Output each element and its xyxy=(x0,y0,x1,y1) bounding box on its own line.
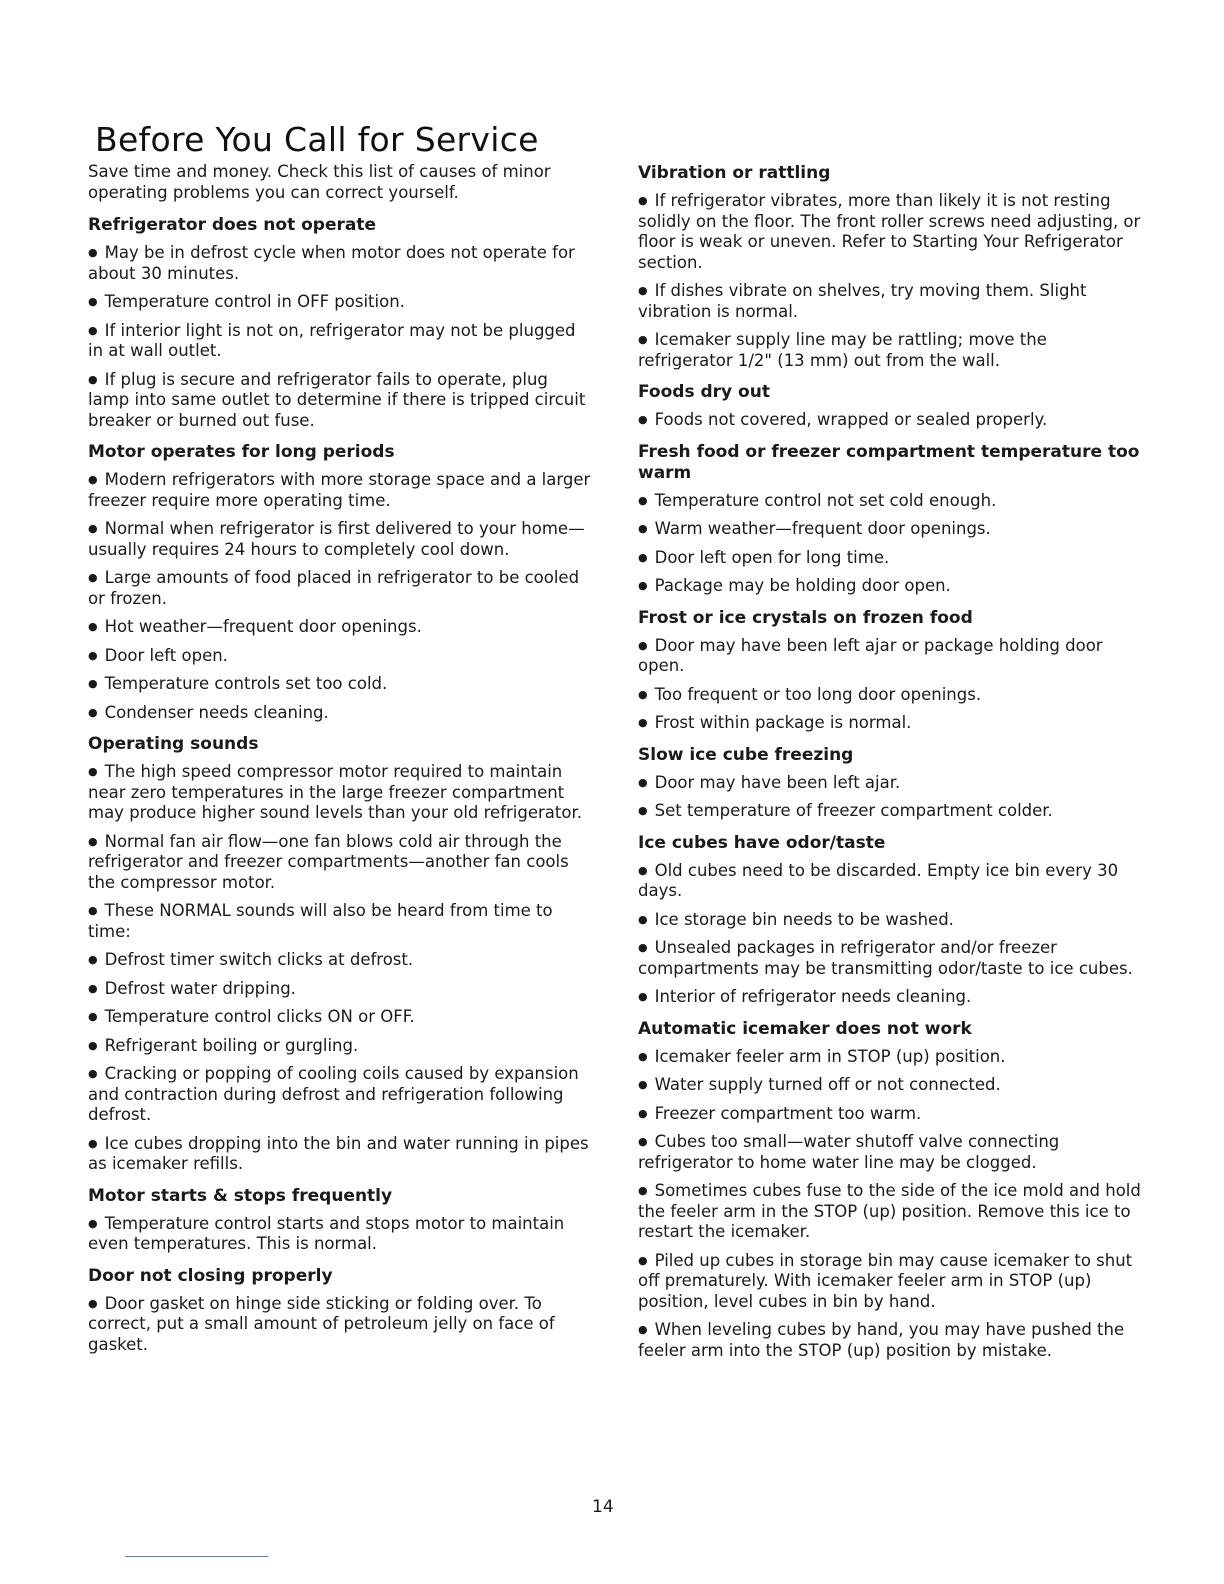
bullet-text: Door may have been left ajar or package holding door open. xyxy=(638,635,1103,675)
bullet-item xyxy=(638,636,1143,677)
bullet-text: Temperature control in OFF position. xyxy=(104,292,405,311)
bullet-text: Door left open for long time. xyxy=(654,547,890,567)
bullet-item xyxy=(88,674,593,695)
troubleshooting-section xyxy=(638,745,1143,822)
bullet-icon: ● xyxy=(638,522,648,535)
bullet-text: Interior of refrigerator needs cleaning. xyxy=(654,987,972,1006)
left-sections xyxy=(88,215,593,1355)
bullet-item xyxy=(638,987,1143,1008)
bullet-text: Door may have been left ajar. xyxy=(654,772,901,792)
bullet-text: Temperature control clicks ON or OFF. xyxy=(104,1007,415,1026)
bullet-item xyxy=(638,1181,1143,1243)
bullet-item xyxy=(88,1294,593,1356)
section-heading: Slow ice cube freezing xyxy=(638,744,854,765)
bullet-icon: ● xyxy=(638,1049,648,1063)
section-heading: Refrigerator does not operate xyxy=(88,215,377,235)
bullet-item xyxy=(638,1047,1143,1068)
bullet-item xyxy=(88,292,593,313)
bullet-text: These NORMAL sounds will also be heard from time to time: xyxy=(88,901,553,941)
bullet-item xyxy=(88,519,593,560)
bullet-icon: ● xyxy=(88,522,98,535)
bullet-item xyxy=(638,773,1143,794)
bullet-text: If interior light is not on, refrigerator may not be plugged in at wall outlet. xyxy=(88,320,576,360)
bullet-icon: ● xyxy=(638,863,648,877)
bullet-text: Condenser needs cleaning. xyxy=(104,702,329,722)
bullet-item xyxy=(88,950,593,971)
bullet-item xyxy=(638,330,1143,371)
bullet-icon: ● xyxy=(88,323,98,337)
troubleshooting-section xyxy=(88,1186,593,1255)
left-column xyxy=(88,162,593,1366)
bullet-item xyxy=(638,1251,1143,1313)
bullet-text: Ice storage bin needs to be washed. xyxy=(654,909,954,929)
bullet-text: The high speed compressor motor required to maintain near zero temperatures in the large freezer compartment may produce higher sound levels than your old refrigerator. xyxy=(88,762,582,822)
bullet-icon: ● xyxy=(638,1323,648,1336)
bullet-icon: ● xyxy=(88,648,98,662)
bullet-item xyxy=(638,861,1143,902)
section-heading: Foods dry out xyxy=(638,382,770,402)
bullet-text: When leveling cubes by hand, you may have pushed the feeler arm into the STOP (up) position by mistake. xyxy=(638,1320,1125,1360)
bullet-item xyxy=(638,519,1143,540)
bullet-icon: ● xyxy=(638,638,648,652)
bullet-item xyxy=(88,243,593,284)
bullet-item xyxy=(638,1320,1143,1361)
bullet-text: Icemaker feeler arm in STOP (up) position. xyxy=(654,1046,1006,1066)
right-column xyxy=(638,163,1143,1372)
bullet-text: Icemaker supply line may be rattling; move the refrigerator 1/2" (13 mm) out from the wall. xyxy=(638,330,1047,370)
bullet-icon: ● xyxy=(88,953,98,966)
troubleshooting-section xyxy=(638,1019,1143,1362)
bullet-item xyxy=(638,281,1143,322)
section-heading: Fresh food or freezer compartment temperature too warm xyxy=(638,441,1140,483)
section-heading: Ice cubes have odor/taste xyxy=(638,832,886,853)
bullet-text: Sometimes cubes fuse to the side of the ice mold and hold the feeler arm in the STOP (up) position. Remove this ice to restart the icemaker. xyxy=(638,1181,1141,1241)
bullet-text: Refrigerant boiling or gurgling. xyxy=(104,1035,359,1055)
section-heading: Door not closing properly xyxy=(88,1265,333,1286)
bullet-item xyxy=(638,576,1143,597)
bullet-icon: ● xyxy=(88,473,98,486)
bullet-item xyxy=(88,1036,593,1057)
bullet-icon: ● xyxy=(88,571,98,584)
troubleshooting-section xyxy=(88,734,593,1175)
bullet-icon: ● xyxy=(88,620,98,633)
right-sections xyxy=(638,163,1143,1361)
bullet-icon: ● xyxy=(88,705,98,719)
bullet-icon: ● xyxy=(638,1106,648,1120)
bullet-item xyxy=(88,321,593,362)
bullet-icon: ● xyxy=(638,1078,648,1091)
bullet-text: Defrost water dripping. xyxy=(104,978,296,998)
bullet-text: Temperature control not set cold enough. xyxy=(654,490,997,510)
troubleshooting-section xyxy=(638,163,1143,371)
bullet-icon: ● xyxy=(638,413,648,426)
bullet-item xyxy=(638,685,1143,706)
bullet-icon: ● xyxy=(88,904,98,917)
bullet-item xyxy=(88,470,593,511)
bullet-text: Frost within package is normal. xyxy=(654,713,912,732)
bullet-text: Temperature controls set too cold. xyxy=(104,674,388,693)
section-heading: Motor starts & stops frequently xyxy=(88,1185,393,1206)
bullet-item xyxy=(638,491,1143,512)
bullet-icon: ● xyxy=(88,295,98,308)
bullet-text: Door gasket on hinge side sticking or folding over. To correct, put a small amount of petroleum jelly on face of gasket. xyxy=(88,1293,555,1354)
bullet-item xyxy=(88,370,593,432)
bullet-icon: ● xyxy=(638,941,648,954)
troubleshooting-section xyxy=(638,382,1143,431)
bullet-text: Large amounts of food placed in refrigerator to be cooled or frozen. xyxy=(88,568,580,608)
footer-rule xyxy=(125,1556,268,1557)
bullet-text: Freezer compartment too warm. xyxy=(654,1103,922,1123)
bullet-text: Cubes too small—water shutoff valve connecting refrigerator to home water line may be clogged. xyxy=(638,1132,1060,1172)
bullet-item xyxy=(638,1104,1143,1125)
bullet-item xyxy=(638,1075,1143,1096)
bullet-text: Set temperature of freezer compartment colder. xyxy=(654,801,1053,820)
bullet-item xyxy=(638,713,1143,734)
bullet-text: Normal fan air flow—one fan blows cold air through the refrigerator and freezer compartments—another fan cools the compressor motor. xyxy=(88,831,569,892)
troubleshooting-section xyxy=(88,442,593,723)
bullet-icon: ● xyxy=(88,246,98,259)
bullet-text: Ice cubes dropping into the bin and water running in pipes as icemaker refills. xyxy=(88,1133,589,1173)
bullet-item xyxy=(88,1064,593,1126)
bullet-icon: ● xyxy=(638,1253,648,1267)
section-heading: Motor operates for long periods xyxy=(88,442,395,462)
page-title: Before You Call for Service xyxy=(95,120,539,160)
bullet-text: If refrigerator vibrates, more than likely it is not resting solidly on the floor. The front roller screws need adjusting, or floor is weak or uneven. Refer to Starting Your Refrigerator section. xyxy=(638,191,1141,272)
bullet-item xyxy=(638,410,1143,431)
bullet-icon: ● xyxy=(638,775,648,789)
bullet-item xyxy=(638,938,1143,979)
page-number: 14 xyxy=(592,1497,614,1517)
bullet-icon: ● xyxy=(638,912,648,926)
bullet-icon: ● xyxy=(638,493,648,507)
bullet-icon: ● xyxy=(88,1010,98,1023)
troubleshooting-section xyxy=(638,442,1143,597)
troubleshooting-section xyxy=(638,833,1143,1008)
bullet-icon: ● xyxy=(638,990,648,1003)
bullet-text: Door left open. xyxy=(104,645,228,665)
bullet-text: Unsealed packages in refrigerator and/or freezer compartments may be transmitting odor/taste to ice cubes. xyxy=(638,938,1133,978)
section-heading: Frost or ice crystals on frozen food xyxy=(638,607,973,628)
bullet-item xyxy=(88,646,593,667)
bullet-text: Piled up cubes in storage bin may cause icemaker to shut off prematurely. With icemaker feeler arm in STOP (up) position, level cubes in bin by hand. xyxy=(638,1250,1133,1311)
bullet-icon: ● xyxy=(88,981,98,995)
bullet-item xyxy=(88,1214,593,1255)
bullet-icon: ● xyxy=(88,1067,98,1080)
bullet-item xyxy=(88,703,593,724)
bullet-icon: ● xyxy=(638,1135,648,1148)
intro-text: Save time and money. Check this list of causes of minor operating problems you can correct yourself. xyxy=(88,162,551,202)
bullet-text: May be in defrost cycle when motor does not operate for about 30 minutes. xyxy=(88,243,575,283)
bullet-icon: ● xyxy=(88,372,98,386)
bullet-icon: ● xyxy=(88,834,98,848)
bullet-item xyxy=(638,910,1143,931)
bullet-text: Water supply turned off or not connected. xyxy=(654,1075,1001,1094)
troubleshooting-section xyxy=(88,1266,593,1356)
bullet-text: Defrost timer switch clicks at defrost. xyxy=(104,950,414,969)
section-heading: Vibration or rattling xyxy=(638,163,831,183)
bullet-icon: ● xyxy=(88,1038,98,1052)
bullet-item xyxy=(88,901,593,942)
bullet-icon: ● xyxy=(638,687,648,701)
bullet-icon: ● xyxy=(638,579,648,592)
bullet-item xyxy=(88,1007,593,1028)
bullet-text: If dishes vibrate on shelves, try moving them. Slight vibration is normal. xyxy=(638,281,1087,321)
troubleshooting-section xyxy=(88,215,593,431)
bullet-item xyxy=(638,801,1143,822)
bullet-icon: ● xyxy=(638,716,648,729)
bullet-item xyxy=(88,617,593,638)
bullet-text: Old cubes need to be discarded. Empty ice bin every 30 days. xyxy=(638,860,1119,900)
bullet-text: Foods not covered, wrapped or sealed properly. xyxy=(654,410,1048,429)
bullet-text: Modern refrigerators with more storage space and a larger freezer require more operating time. xyxy=(88,470,591,510)
bullet-item xyxy=(638,191,1143,273)
bullet-item xyxy=(88,979,593,1000)
bullet-text: Too frequent or too long door openings. xyxy=(654,684,982,704)
section-heading: Automatic icemaker does not work xyxy=(638,1018,972,1039)
bullet-text: Normal when refrigerator is first delivered to your home—usually requires 24 hours to completely cool down. xyxy=(88,519,585,559)
bullet-text: Cracking or popping of cooling coils caused by expansion and contraction during defrost and refrigeration following defrost. xyxy=(88,1064,579,1124)
bullet-item xyxy=(88,1134,593,1175)
bullet-icon: ● xyxy=(638,333,648,346)
bullet-text: Warm weather—frequent door openings. xyxy=(654,519,991,538)
troubleshooting-section xyxy=(638,608,1143,734)
section-heading: Operating sounds xyxy=(88,734,259,754)
bullet-item xyxy=(638,1132,1143,1173)
bullet-icon: ● xyxy=(638,804,648,817)
bullet-icon: ● xyxy=(638,1184,648,1197)
bullet-icon: ● xyxy=(638,550,648,564)
bullet-icon: ● xyxy=(88,1296,98,1310)
bullet-item xyxy=(88,568,593,609)
bullet-icon: ● xyxy=(88,765,98,778)
bullet-icon: ● xyxy=(88,1216,98,1230)
bullet-icon: ● xyxy=(638,284,648,297)
bullet-icon: ● xyxy=(638,194,648,207)
bullet-item xyxy=(638,548,1143,569)
bullet-icon: ● xyxy=(88,677,98,690)
bullet-text: If plug is secure and refrigerator fails to operate, plug lamp into same outlet to determine if there is tripped circuit breaker or burned out fuse. xyxy=(88,369,586,430)
bullet-icon: ● xyxy=(88,1136,98,1150)
bullet-text: Package may be holding door open. xyxy=(654,576,951,595)
bullet-item xyxy=(88,832,593,894)
bullet-text: Hot weather—frequent door openings. xyxy=(104,617,422,636)
bullet-text: Temperature control starts and stops motor to maintain even temperatures. This is normal. xyxy=(88,1213,565,1253)
bullet-item xyxy=(88,762,593,824)
